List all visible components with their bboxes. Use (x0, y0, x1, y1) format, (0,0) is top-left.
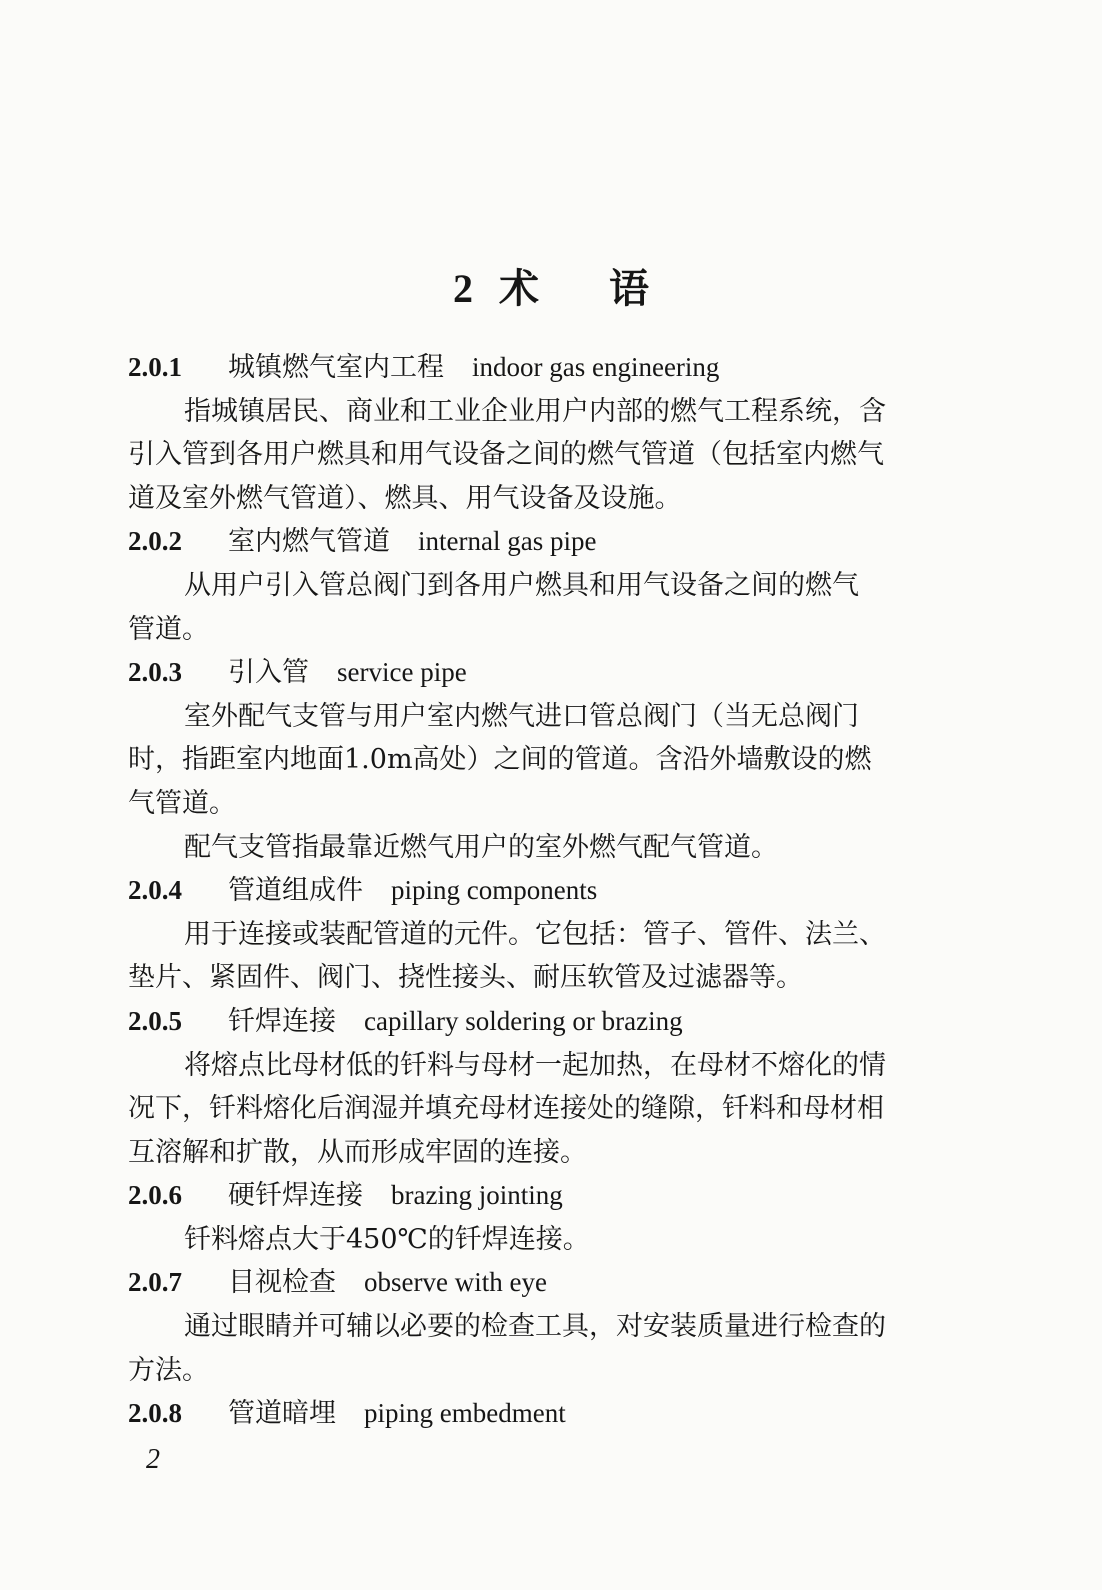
term-name-en: indoor gas engineering (472, 352, 720, 382)
term-number: 2.0.7 (128, 1267, 182, 1298)
definition-line: 况下，钎料熔化后润湿并填充母材连接处的缝隙，钎料和母材相 (128, 1093, 884, 1125)
term-name-zh: 城镇燃气室内工程 (228, 352, 444, 383)
term-number: 2.0.3 (128, 657, 182, 688)
term-name-zh: 目视检查 (228, 1267, 336, 1299)
definition-line: 时，指距室内地面1.0m高处）之间的管道。含沿外墙敷设的燃 (128, 744, 872, 776)
definition-line: 垫片、紧固件、阀门、挠性接头、耐压软管及过滤器等。 (128, 962, 803, 994)
term-name-en: observe with eye (364, 1267, 547, 1298)
term-name-en: capillary soldering or brazing (364, 1005, 683, 1036)
term-name-zh: 钎焊连接 (228, 1005, 336, 1037)
definition-line: 钎料熔点大于450℃的钎焊连接。 (184, 1223, 590, 1255)
term-name-zh: 管道组成件 (228, 875, 363, 907)
term-number: 2.0.4 (128, 875, 182, 906)
definition-line: 指城镇居民、商业和工业企业用户内部的燃气工程系统，含 (184, 395, 886, 427)
definition-line: 道及室外燃气管道）、燃具、用气设备及设施。 (128, 482, 682, 514)
term-heading (128, 1392, 948, 1436)
term-name-en: internal gas pipe (418, 526, 597, 557)
term-heading (128, 520, 948, 564)
definition-line: 气管道。 (128, 787, 236, 819)
definition-line: 室外配气支管与用户室内燃气进口管总阀门（当无总阀门 (184, 700, 859, 732)
definition-line: 将熔点比母材低的钎料与母材一起加热，在母材不熔化的情 (184, 1049, 886, 1081)
term-name-en: service pipe (337, 657, 467, 688)
term-name-en: brazing jointing (391, 1180, 563, 1211)
term-heading (128, 1174, 948, 1218)
term-number: 2.0.5 (128, 1005, 182, 1036)
term-name-en: piping components (391, 875, 598, 906)
term-heading (128, 651, 948, 695)
term-name-zh: 室内燃气管道 (228, 526, 390, 558)
definition-line: 管道。 (128, 613, 209, 645)
term-heading (128, 1000, 948, 1044)
definition-line: 互溶解和扩散，从而形成牢固的连接。 (128, 1136, 587, 1168)
chapter-title-char: 术 (499, 264, 539, 312)
term-name-en: piping embedment (364, 1398, 566, 1429)
term-number: 2.0.2 (128, 526, 182, 557)
term-number: 2.0.1 (128, 352, 182, 382)
term-name-zh: 硬钎焊连接 (228, 1180, 363, 1212)
page-number: 2 (146, 1444, 160, 1475)
terms-content (128, 346, 948, 1436)
definition-line: 方法。 (128, 1354, 209, 1386)
term-number: 2.0.6 (128, 1180, 182, 1211)
definition-line: 配气支管指最靠近燃气用户的室外燃气配气管道。 (184, 831, 778, 863)
definition-line: 通过眼睛并可辅以必要的检查工具，对安装质量进行检查的 (184, 1311, 886, 1343)
term-number: 2.0.8 (128, 1398, 182, 1429)
term-name-zh: 管道暗埋 (228, 1398, 336, 1430)
definition-line: 从用户引入管总阀门到各用户燃具和用气设备之间的燃气 (184, 569, 859, 601)
chapter-number: 2 (453, 265, 473, 311)
chapter-title (0, 259, 1102, 319)
term-heading (128, 869, 948, 913)
chapter-title-char: 语 (609, 264, 649, 312)
term-name-zh: 引入管 (228, 657, 309, 689)
term-heading (128, 1261, 948, 1305)
definition-line: 用于连接或装配管道的元件。它包括：管子、管件、法兰、 (184, 918, 886, 950)
definition-line: 引入管到各用户燃具和用气设备之间的燃气管道（包括室内燃气 (128, 439, 884, 471)
term-heading (128, 346, 948, 390)
